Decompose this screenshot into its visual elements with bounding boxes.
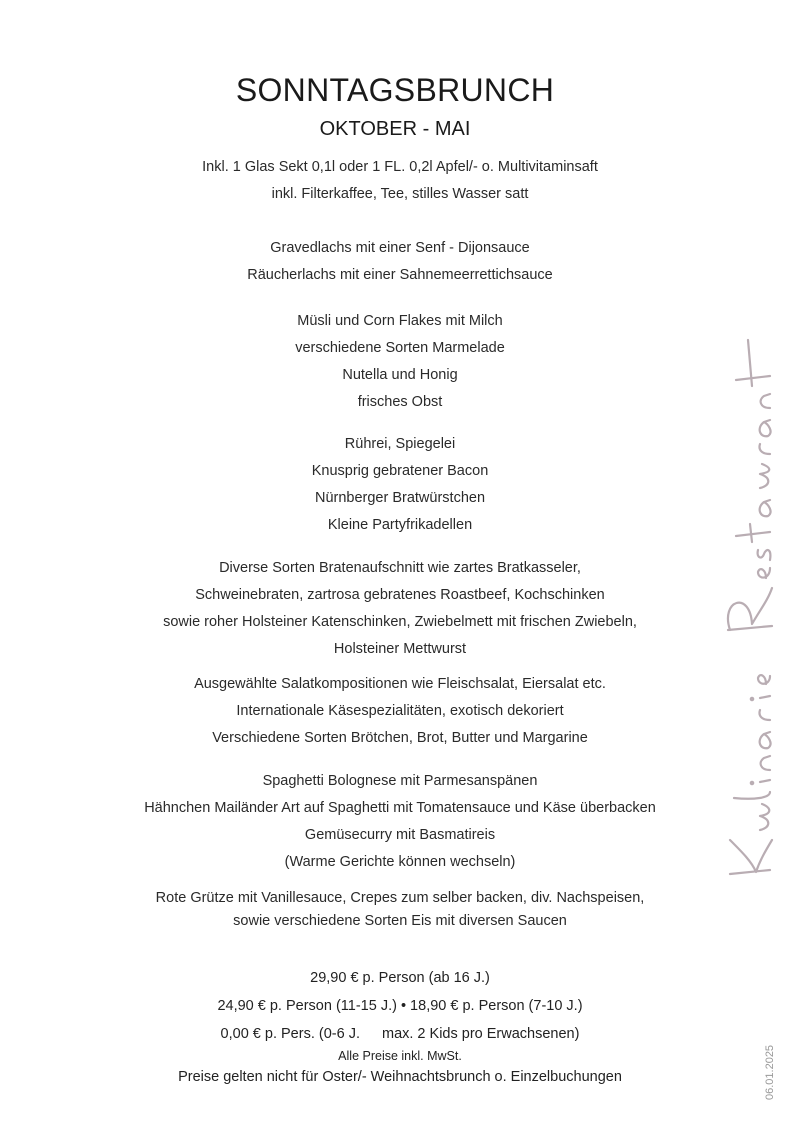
intro-line: inkl. Filterkaffee, Tee, stilles Wasser satt (271, 186, 529, 202)
menu-item: Kleine Partyfrikadellen (327, 517, 473, 533)
menu-title: SONNTAGSBRUNCH (235, 72, 555, 108)
menu-item: Gravedlachs mit einer Senf - Dijonsauce (270, 240, 530, 256)
price-exclusion-note: Preise gelten nicht für Oster/- Weihnachtsbrunch o. Einzelbuchungen (178, 1069, 622, 1085)
menu-item: Verschiedene Sorten Brötchen, Brot, Butter und Margarine (212, 730, 588, 746)
document-date: 06.01.2025 (764, 1044, 776, 1100)
menu-item: Ausgewählte Salatkompositionen wie Fleischsalat, Eiersalat etc. (194, 676, 606, 692)
menu-item: Holsteiner Mettwurst (333, 641, 467, 657)
menu-item: Knusprig gebratener Bacon (311, 463, 489, 479)
restaurant-script-logo (700, 250, 790, 890)
price-small-kids-note: max. 2 Kids pro Erwachsenen) (381, 1026, 580, 1042)
menu-item: Müsli und Corn Flakes mit Milch (297, 313, 503, 329)
menu-item: Spaghetti Bolognese mit Parmesanspänen (262, 773, 538, 789)
menu-subtitle: OKTOBER - MAI (319, 118, 471, 140)
menu-item: Internationale Käsespezialitäten, exotisch dekoriert (236, 703, 564, 719)
vat-note: Alle Preise inkl. MwSt. (338, 1049, 462, 1063)
price-adult: 29,90 € p. Person (ab 16 J.) (310, 970, 490, 986)
menu-item: verschiedene Sorten Marmelade (295, 340, 505, 356)
menu-item: Rührei, Spiegelei (344, 436, 456, 452)
menu-item: Gemüsecurry mit Basmatireis (304, 827, 496, 843)
menu-item: frisches Obst (357, 394, 443, 410)
menu-item: sowie roher Holsteiner Katenschinken, Zwiebelmett mit frischen Zwiebeln, (163, 614, 637, 630)
menu-item: Nutella und Honig (342, 367, 458, 383)
menu-note: (Warme Gerichte können wechseln) (284, 854, 516, 870)
price-small-kids-label: 0,00 € p. Pers. (0-6 J. (220, 1026, 360, 1042)
menu-item: Hähnchen Mailänder Art auf Spaghetti mit Tomatensauce und Käse überbacken (144, 800, 656, 816)
price-small-kids (0, 1026, 800, 1042)
intro-line: Inkl. 1 Glas Sekt 0,1l oder 1 FL. 0,2l Apfel/- o. Multivitaminsaft (202, 159, 598, 175)
menu-item: Schweinebraten, zartrosa gebratenes Roastbeef, Kochschinken (195, 587, 605, 603)
menu-item: sowie verschiedene Sorten Eis mit diversen Saucen (233, 913, 567, 929)
menu-item: Nürnberger Bratwürstchen (314, 490, 486, 506)
menu-item: Diverse Sorten Bratenaufschnitt wie zartes Bratkasseler, (219, 560, 581, 576)
menu-item: Rote Grütze mit Vanillesauce, Crepes zum selber backen, div. Nachspeisen, (155, 890, 645, 906)
price-teens-kids: 24,90 € p. Person (11-15 J.) • 18,90 € p. Person (7-10 J.) (217, 998, 583, 1014)
menu-item: Räucherlachs mit einer Sahnemeerrettichsauce (247, 267, 553, 283)
